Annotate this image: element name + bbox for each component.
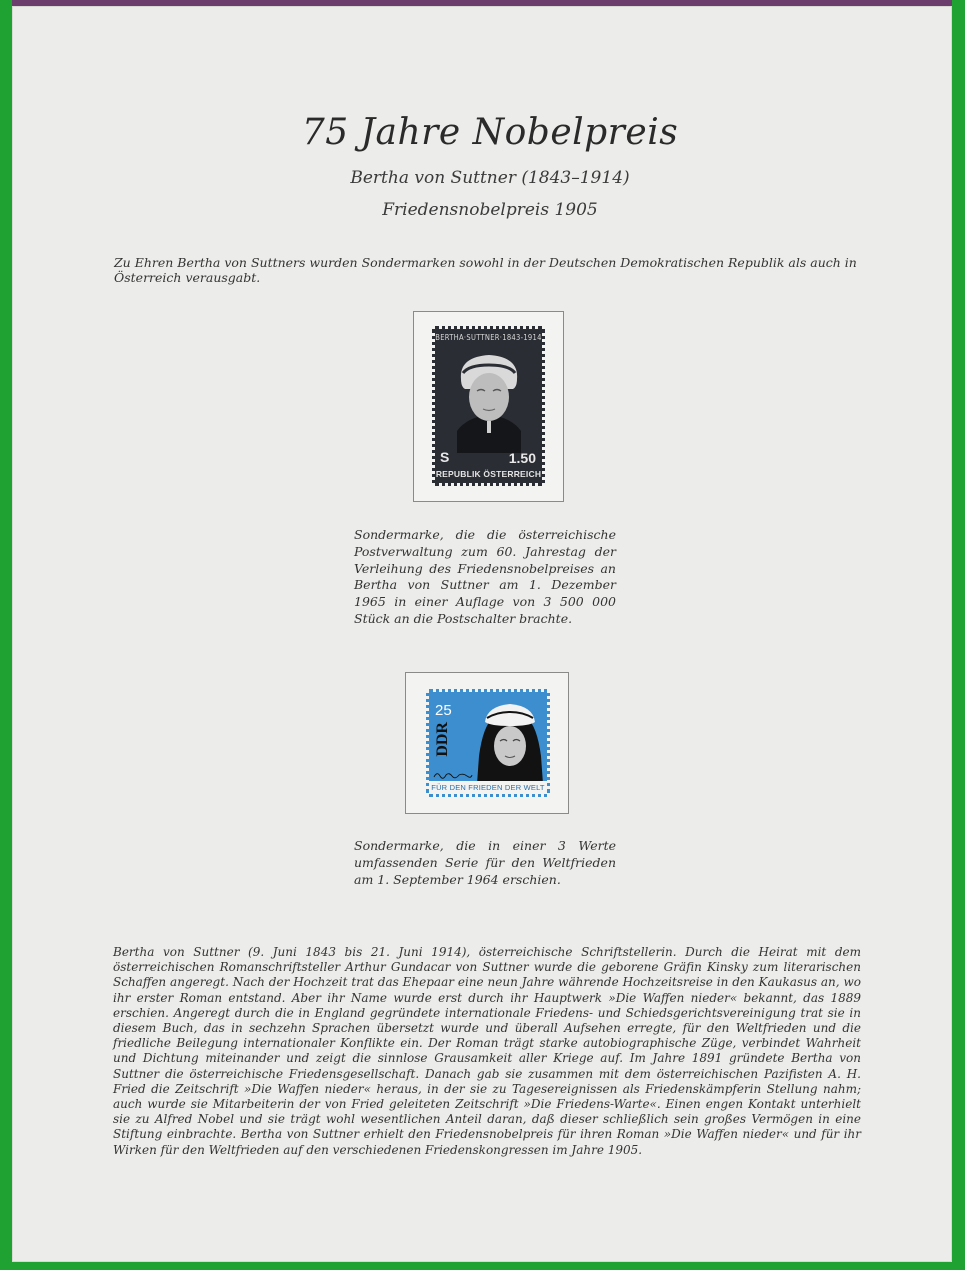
stamp-austria — [432, 326, 545, 486]
caption-ddr: Sondermarke, die in einer 3 Werte umfassenden Serie für den Weltfrieden am 1. September 1964 erschien. — [354, 838, 616, 887]
stamp-austria-country: REPUBLIK ÖSTERREICH — [435, 469, 542, 479]
portrait-ddr-icon — [473, 696, 547, 784]
stamp-austria-currency: S — [440, 449, 450, 465]
caption-austria: Sondermarke, die die österreichische Postverwaltung zum 60. Jahrestag der Verleihung des Friedensnobelpreises an Bertha von Suttner am 1. Dezember 1965 in einer Auflage von 3 500 000 Stück an die Postschalter brachte. — [354, 527, 616, 626]
stamp-austria-top-text: BERTHA·SUTTNER·1843-1914 — [435, 333, 542, 342]
stamp-ddr — [426, 689, 550, 797]
stamp-ddr-value: 25 — [435, 702, 452, 719]
biography-text: Bertha von Suttner (9. Juni 1843 bis 21. Juni 1914), österreichische Schriftstellerin. Durch die Heirat mit dem österreichischen Romanschriftsteller Arthur Gundacar von Suttner wurde die geborene Gräfin Kinsky zum literarischen Schaffen angeregt. Nach der Hochzeit trat das Ehepaar eine neun Jahre währende Hochzeitsreise in den Kaukasus an, wo ihr erster Roman entstand. Aber ihr Name wurde erst durch ihr Hauptwerk »Die Waffen nieder« bekannt, das 1889 erschien. Angeregt durch die in England gegründete internationale Friedens- und Schiedsgerichtsvereinigung trat sie in diesem Buch, das in sechzehn Sprachen übersetzt wurde und überall Aufsehen erregte, für den Weltfrieden und die friedliche Beilegung internationaler Konflikte ein. Der Roman trägt starke autobiographische Züge, verbindet Wahrheit und Dichtung miteinander und zeigt die sinnlose Grausamkeit aller Kriege auf. Im Jahre 1891 gründete Bertha von Suttner die österreichische Friedensgesellschaft. Danach gab sie zusammen mit dem österreichischen Pazifisten A. H. Fried die Zeitschrift »Die Waffen nieder« heraus, in der sie zu Tagesereignissen als Friedenskämpferin Stellung nahm; auch wurde sie Mitarbeiterin der von Fried geleiteten Zeitschrift »Die Friedens-Warte«. Einen engen Kontakt unterhielt sie zu Alfred Nobel und sie trägt wohl wesentlichen Anteil daran, daß dieser schließlich sein großes Vermögen in eine Stiftung einbrachte. Bertha von Suttner erhielt den Friedensnobelpreis für ihren Roman »Die Waffen nieder« und für ihr Wirken für den Weltfrieden auf den verschiedenen Friedenskongressen im Jahre 1905. — [113, 945, 861, 1157]
stamp-ddr-country: DDR — [434, 722, 451, 757]
stamp-austria-value: 1.50 — [508, 450, 536, 466]
stamp-mount-ddr — [405, 672, 569, 814]
signature-icon — [433, 770, 473, 780]
stamp-ddr-bottom-text: FÜR DEN FRIEDEN DER WELT — [429, 781, 547, 794]
page-subtitle-name: Bertha von Suttner (1843–1914) — [350, 168, 630, 188]
page-title: 75 Jahre Nobelpreis — [301, 112, 679, 153]
intro-text: Zu Ehren Bertha von Suttners wurden Sondermarken sowohl in der Deutschen Demokratischen Republik als auch in Österreich verausgabt. — [114, 255, 857, 285]
stamp-mount-austria — [413, 311, 564, 502]
portrait-austria-icon — [447, 343, 531, 453]
page-subtitle-prize: Friedensnobelpreis 1905 — [382, 200, 598, 220]
